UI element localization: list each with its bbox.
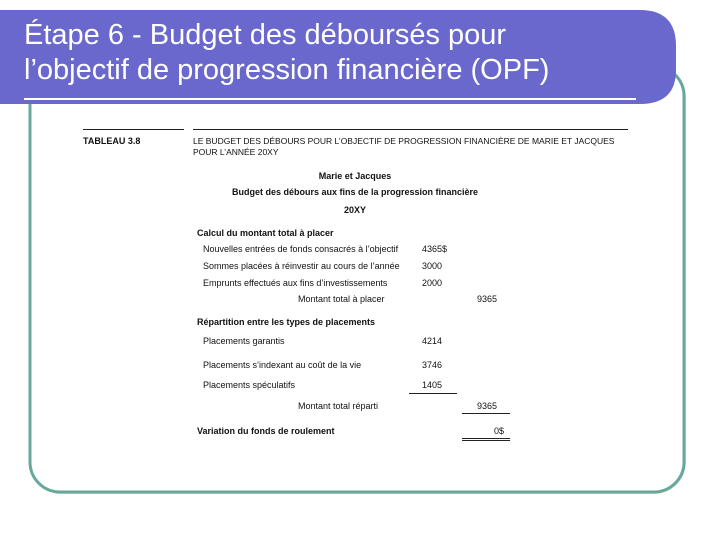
section-1-total-value: 9365 xyxy=(477,294,498,304)
subtotal-underline xyxy=(409,393,457,394)
section-1-row-value: 2000 xyxy=(422,278,443,288)
section-2-row-label: Placements s’indexant au coût de la vie xyxy=(203,360,362,370)
slide-title xyxy=(24,18,654,88)
section-2-total-label: Montant total réparti xyxy=(298,401,379,411)
final-double-underline xyxy=(462,438,510,441)
budget-table-document xyxy=(80,120,640,450)
section-1-row-label: Sommes placées à réinvestir au cours de l’année xyxy=(203,261,400,271)
slide-title-line-2: l’objectif de progression financière (OPF) xyxy=(24,54,550,86)
section-1-row-value: 4365$ xyxy=(422,244,448,254)
section-1-title: Calcul du montant total à placer xyxy=(197,228,334,238)
section-1-row-label: Nouvelles entrées de fonds consacrés à l’objectif xyxy=(203,244,399,254)
table-heading-names: Marie et Jacques xyxy=(318,171,392,181)
section-1-row-label: Emprunts effectués aux fins d’investissements xyxy=(203,278,388,288)
section-2-title: Répartition entre les types de placements xyxy=(197,317,376,327)
variation-value: 0$ xyxy=(494,426,505,436)
section-2-total-value: 9365 xyxy=(477,401,498,411)
section-1-total-label: Montant total à placer xyxy=(298,294,385,304)
variation-label: Variation du fonds de roulement xyxy=(197,426,335,436)
caption-rule xyxy=(193,129,628,130)
label-rule xyxy=(83,129,184,130)
section-2-row-value: 4214 xyxy=(422,336,443,346)
section-2-row-value: 3746 xyxy=(422,360,443,370)
section-1-row-value: 3000 xyxy=(422,261,443,271)
table-caption-line-2: POUR L’ANNÉE 20XY xyxy=(193,147,279,157)
slide-title-line-1: Étape 6 - Budget des déboursés pour xyxy=(24,19,507,51)
table-heading-year: 20XY xyxy=(343,205,367,215)
section-2-row-label: Placements garantis xyxy=(203,336,285,346)
table-caption-line-1: LE BUDGET DES DÉBOURS POUR L’OBJECTIF DE PROGRESSION FINANCIÈRE DE MARIE ET JACQUES xyxy=(193,136,615,146)
table-heading-title: Budget des débours aux fins de la progression financière xyxy=(231,187,479,197)
table-label: TABLEAU 3.8 xyxy=(83,136,141,146)
total-underline xyxy=(462,413,510,414)
section-2-row-label: Placements spéculatifs xyxy=(203,380,296,390)
section-2-row-value: 1405 xyxy=(422,380,443,390)
